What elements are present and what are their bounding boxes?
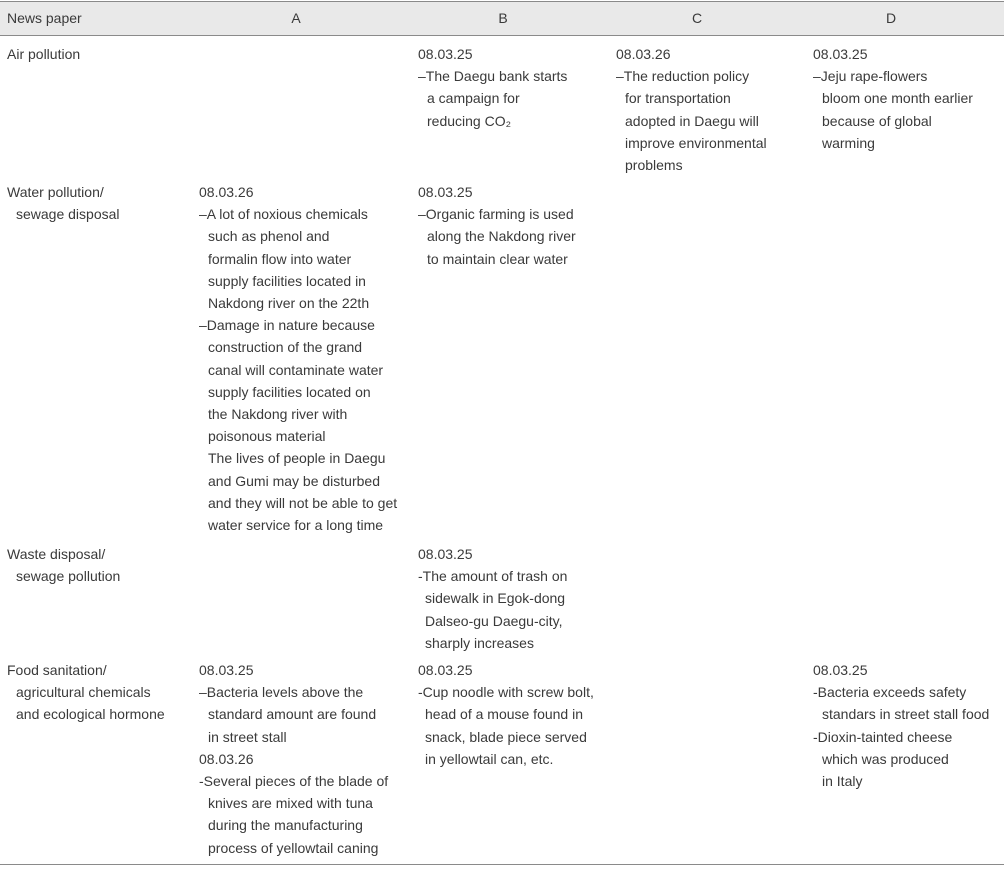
entry-date: 08.03.26: [199, 750, 254, 767]
entry-text: poisonous material: [208, 428, 326, 445]
row-label-line: sewage disposal: [16, 206, 120, 223]
row-air-col-c: [616, 43, 767, 176]
entry-text: and Gumi may be disturbed: [208, 472, 380, 489]
entry-text: knives are mixed with tuna: [208, 795, 373, 812]
entry-text: and they will not be able to get: [208, 494, 398, 511]
row-food-col-d: [813, 659, 989, 792]
table-bottom-rule: [0, 864, 1004, 865]
entry-text: formalin flow into water: [208, 250, 352, 267]
entry-text: in Italy: [822, 773, 863, 790]
entry-text: supply facilities located on: [208, 383, 371, 400]
entry-text: improve environmental: [625, 134, 767, 151]
entry-text: along the Nakdong river: [427, 228, 576, 245]
entry-date: 08.03.25: [199, 662, 254, 678]
entry-text: which was produced: [822, 750, 949, 767]
entry-text: Dalseo-gu Daegu-city,: [425, 612, 563, 629]
entry-text: because of global: [822, 112, 932, 129]
entry-text: a campaign for: [427, 90, 520, 107]
entry-text: -Several pieces of the blade of: [199, 773, 389, 790]
entry-text: -Bacteria exceeds safety: [813, 684, 967, 701]
header-bottom-rule: [0, 35, 1004, 36]
entry-date: 08.03.25: [418, 662, 473, 678]
row-label-line: Water pollution/: [7, 184, 104, 200]
row-air-label: [7, 43, 80, 65]
entry-text: -Dioxin-tainted cheese: [813, 728, 953, 745]
entry-text: for transportation: [625, 90, 731, 107]
entry-date: 08.03.26: [199, 184, 254, 200]
header-col-a: A: [291, 10, 301, 26]
entry-text: head of a mouse found in: [425, 706, 584, 723]
row-food-col-a: [199, 659, 388, 859]
entry-text: reducing CO₂: [427, 112, 512, 129]
row-waste-col-b: [418, 543, 567, 654]
entry-text: in street stall: [208, 728, 287, 745]
entry-text: The lives of people in Daegu: [208, 450, 386, 467]
row-label-line: and ecological hormone: [16, 706, 165, 723]
row-waste-label: [7, 543, 120, 587]
entry-text: -The amount of trash on: [418, 568, 568, 585]
entry-text: sidewalk in Egok-dong: [425, 590, 566, 607]
entry-text: adopted in Daegu will: [625, 112, 759, 129]
entry-text: standard amount are found: [208, 706, 377, 723]
row-label-line: Waste disposal/: [7, 546, 106, 562]
entry-text: -Cup noodle with screw bolt,: [418, 684, 594, 701]
entry-text: –Damage in nature because: [199, 317, 375, 334]
entry-text: warming: [822, 134, 875, 151]
row-water-col-b: [418, 181, 576, 270]
header-col-c: C: [691, 10, 703, 26]
row-air-col-d: [813, 43, 973, 154]
row-label-line: agricultural chemicals: [16, 684, 151, 701]
entry-text: sharply increases: [425, 634, 534, 651]
row-food-label: [7, 659, 165, 726]
row-label-line: Air pollution: [7, 46, 81, 62]
entry-date: 08.03.25: [418, 546, 473, 562]
entry-date: 08.03.25: [418, 46, 473, 62]
row-label-line: Food sanitation/: [7, 662, 107, 678]
row-food-col-b: [418, 659, 594, 770]
row-label-line: sewage pollution: [16, 568, 121, 585]
header-col-b: B: [498, 10, 508, 26]
entry-text: –A lot of noxious chemicals: [199, 206, 368, 223]
entry-text: water service for a long time: [208, 517, 384, 534]
entry-date: 08.03.25: [418, 184, 473, 200]
entry-text: supply facilities located in: [208, 272, 366, 289]
row-water-col-a: [199, 181, 397, 536]
entry-text: –The reduction policy: [616, 68, 750, 85]
entry-text: to maintain clear water: [427, 250, 568, 267]
entry-date: 08.03.25: [813, 46, 868, 62]
entry-text: process of yellowtail caning: [208, 839, 379, 856]
entry-text: –The Daegu bank starts: [418, 68, 568, 85]
entry-text: canal will contaminate water: [208, 361, 384, 378]
entry-text: Nakdong river on the 22th: [208, 295, 370, 312]
row-water-label: [7, 181, 120, 225]
entry-text: such as phenol and: [208, 228, 330, 245]
entry-text: –Organic farming is used: [418, 206, 574, 223]
row-air-col-b: [418, 43, 567, 132]
entry-text: the Nakdong river with: [208, 406, 348, 423]
entry-text: standars in street stall food: [822, 706, 990, 723]
entry-text: bloom one month earlier: [822, 90, 973, 107]
entry-text: snack, blade piece served: [425, 728, 587, 745]
entry-text: problems: [625, 157, 683, 174]
entry-text: during the manufacturing: [208, 817, 363, 834]
entry-text: in yellowtail can, etc.: [425, 750, 554, 767]
header-col-d: D: [885, 10, 897, 26]
header-newspaper: News paper: [7, 10, 82, 26]
entry-text: construction of the grand: [208, 339, 363, 356]
entry-text: –Jeju rape-flowers: [813, 68, 928, 85]
entry-date: 08.03.26: [616, 46, 671, 62]
entry-text: –Bacteria levels above the: [199, 684, 364, 701]
entry-date: 08.03.25: [813, 662, 868, 678]
